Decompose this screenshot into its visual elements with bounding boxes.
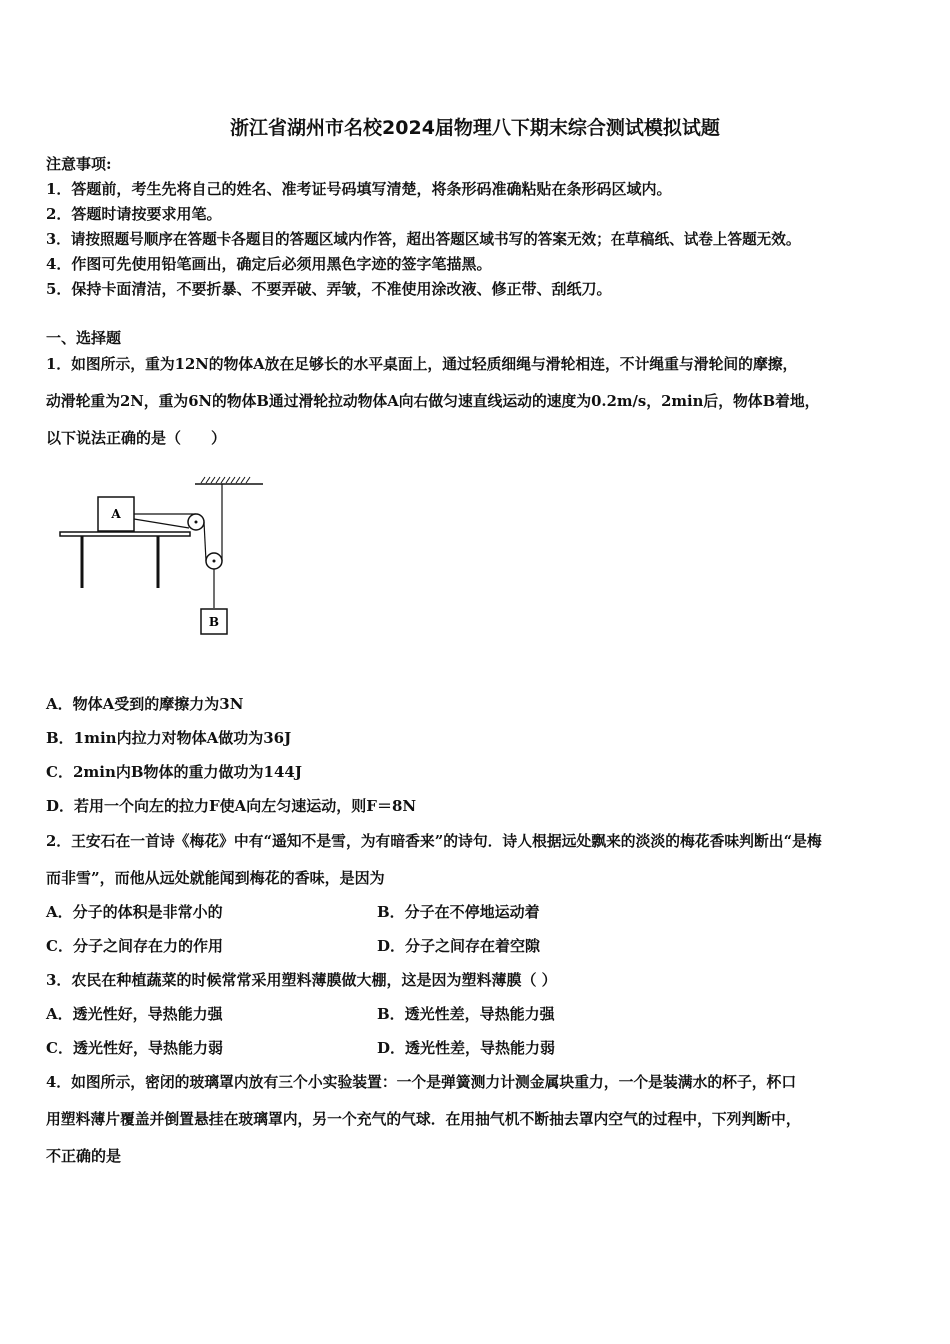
q1-line-1: 1．如图所示，重为12N的物体A放在足够长的水平桌面上，通过轻质细绳与滑轮相连，不计绳重与滑轮间的摩擦， bbox=[46, 356, 798, 373]
q3-option-a: A．透光性好，导热能力强 bbox=[46, 1005, 223, 1023]
q4-line-2: 用塑料薄片覆盖并倒置悬挂在玻璃罩内，另一个充气的气球．在用抽气机不断抽去罩内空气的过程中，下列判断中， bbox=[46, 1111, 801, 1128]
q2-line-1: 2．王安石在一首诗《梅花》中有“遥知不是雪，为有暗香来”的诗句．诗人根据远处飘来的淡淡的梅花香味判断出“是梅 bbox=[46, 833, 822, 850]
q1-option-a: A．物体A受到的摩擦力为3N bbox=[46, 695, 244, 713]
q2-option-d: D．分子之间存在着空隙 bbox=[377, 937, 541, 955]
block-a-label: A bbox=[111, 507, 121, 521]
q1-pulley-figure bbox=[55, 470, 270, 640]
q1-option-c: C．2min内B物体的重力做功为144J bbox=[46, 763, 302, 781]
q1-line-2: 动滑轮重为2N，重为6N的物体B通过滑轮拉动物体A向右做匀速直线运动的速度为0.2m/s，2min后，物体B着地， bbox=[46, 393, 820, 410]
table-top bbox=[60, 532, 190, 536]
q3-line-1: 3．农民在种植蔬菜的时候常常采用塑料薄膜做大棚，这是因为塑料薄膜（ ） bbox=[46, 971, 557, 989]
q2-option-b: B．分子在不停地运动着 bbox=[377, 903, 540, 921]
q1-option-b: B．1min内拉力对物体A做功为36J bbox=[46, 729, 292, 747]
q3-option-b: B．透光性差，导热能力强 bbox=[377, 1005, 555, 1023]
q4-line-3: 不正确的是 bbox=[46, 1147, 122, 1165]
q1-line-3: 以下说法正确的是（ ） bbox=[46, 429, 227, 447]
note-item-3: 3．请按照题号顺序在答题卡各题目的答题区域内作答，超出答题区域书写的答案无效；在草稿纸、试卷上答题无效。 bbox=[46, 231, 801, 248]
note-item-5: 5．保持卡面清洁，不要折暴、不要弄破、弄皱，不准使用涂改液、修正带、刮纸刀。 bbox=[46, 280, 612, 298]
notes-heading: 注意事项: bbox=[46, 155, 112, 173]
rope-horizontal-lower bbox=[134, 519, 189, 528]
note-item-4: 4．作图可先使用铅笔画出，确定后必须用黑色字迹的签字笔描黑。 bbox=[46, 255, 492, 273]
rope-to-movable bbox=[204, 522, 206, 561]
q2-option-c: C．分子之间存在力的作用 bbox=[46, 937, 223, 955]
q2-option-a: A．分子的体积是非常小的 bbox=[46, 903, 223, 921]
q3-option-d: D．透光性差，导热能力弱 bbox=[377, 1039, 556, 1057]
q3-option-c: C．透光性好，导热能力弱 bbox=[46, 1039, 223, 1057]
page-title: 浙江省湖州市名校2024届物理八下期末综合测试模拟试题 bbox=[230, 117, 720, 139]
note-item-2: 2．答题时请按要求用笔。 bbox=[46, 205, 222, 223]
q1-option-d: D．若用一个向左的拉力F使A向左匀速运动，则F＝8N bbox=[46, 797, 417, 815]
section-heading: 一、选择题 bbox=[46, 329, 122, 347]
q2-line-2: 而非雪”，而他从远处就能闻到梅花的香味，是因为 bbox=[46, 869, 385, 887]
q4-line-1: 4．如图所示，密闭的玻璃罩内放有三个小实验装置：一个是弹簧测力计测金属块重力，一个是装满水的杯子，杯口 bbox=[46, 1074, 797, 1091]
note-item-1: 1．答题前，考生先将自己的姓名、准考证号码填写清楚，将条形码准确粘贴在条形码区域内。 bbox=[46, 180, 672, 198]
block-b-label: B bbox=[208, 615, 220, 629]
ceiling-hatch bbox=[201, 477, 250, 483]
